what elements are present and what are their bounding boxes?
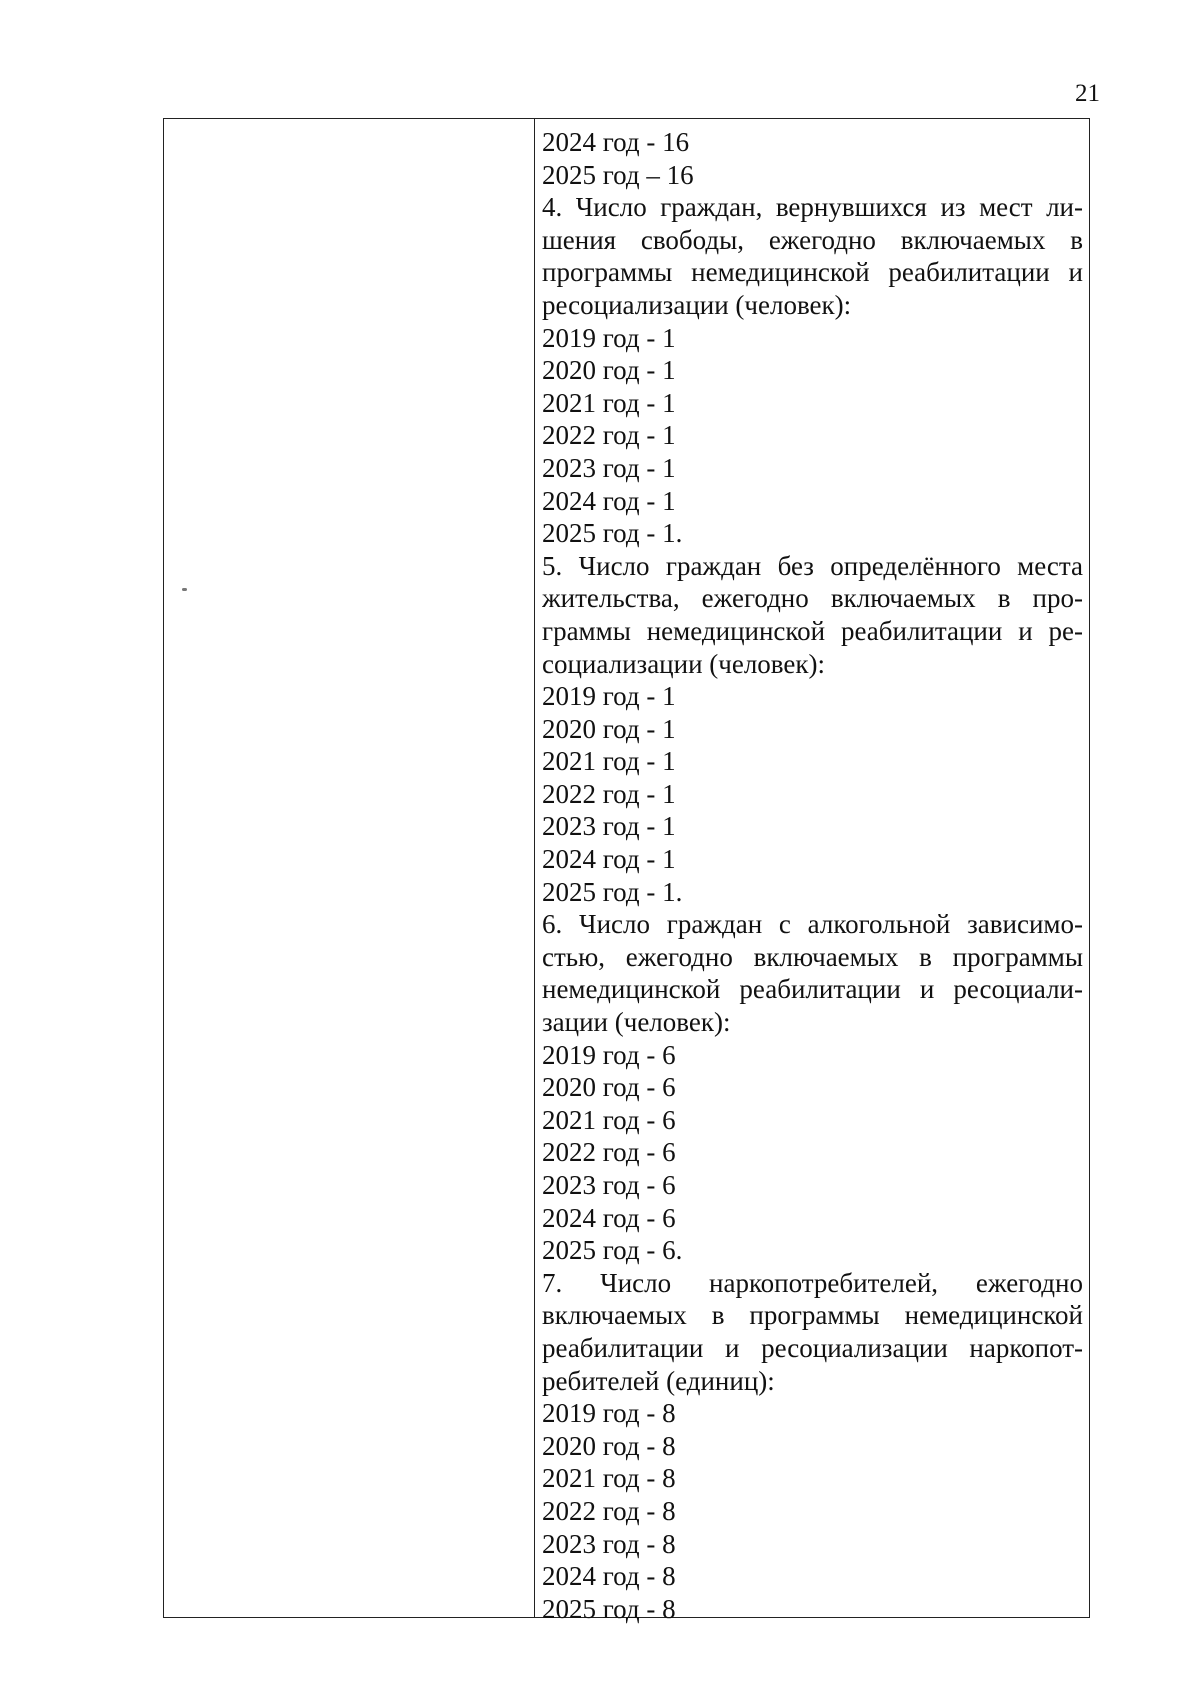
text-line: немедицинской реабилитации и ресоциали-: [542, 974, 1083, 1005]
text-line: 2025 год - 6.: [542, 1235, 683, 1266]
text-line: 2024 год - 16: [542, 127, 690, 157]
text-line: 5. Число граждан без определённого места: [542, 550, 1083, 581]
text-line: 2025 год – 16: [542, 159, 694, 190]
text-line: 2021 год - 1: [542, 387, 676, 418]
text-line: 2022 год - 8: [542, 1495, 676, 1526]
page-number: 21: [1075, 80, 1100, 107]
text-line: 2023 год - 1: [542, 452, 676, 483]
table-right-cell: [542, 126, 1083, 1625]
text-line: 2020 год - 1: [542, 355, 676, 386]
text-line: зации (человек):: [542, 1007, 731, 1038]
text-line: граммы немедицинской реабилитации и ре-: [542, 615, 1083, 646]
text-line: 2021 год - 1: [542, 746, 676, 777]
text-line: 2021 год - 8: [542, 1463, 676, 1494]
indicators-table: [163, 118, 1090, 1624]
text-line: 2022 год - 6: [542, 1137, 676, 1168]
text-line: социализации (человек):: [542, 648, 825, 679]
text-line: 2020 год - 6: [542, 1072, 676, 1103]
text-line: реабилитации и ресоциализации наркопот-: [542, 1332, 1083, 1363]
text-line: 4. Число граждан, вернувшихся из мест ли-: [542, 192, 1083, 223]
text-line: 2024 год - 1: [542, 844, 676, 875]
text-line: программы немедицинской реабилитации и: [542, 257, 1083, 288]
text-line: 7. Число наркопотребителей, ежегодно: [542, 1267, 1083, 1298]
text-line: 2019 год - 6: [542, 1039, 676, 1070]
text-line: 2022 год - 1: [542, 420, 676, 451]
text-line: 2019 год - 1: [542, 322, 676, 353]
text-line: 2019 год - 1: [542, 681, 676, 712]
text-line: жительства, ежегодно включаемых в про-: [542, 583, 1083, 614]
text-line: ребителей (единиц):: [542, 1365, 775, 1396]
text-line: 2024 год - 6: [542, 1202, 676, 1233]
text-line: 2023 год - 8: [542, 1528, 676, 1559]
text-line: 2023 год - 1: [542, 811, 676, 842]
text-line: 2024 год - 8: [542, 1561, 676, 1592]
text-line: 2020 год - 8: [542, 1430, 676, 1461]
text-line: 2020 год - 1: [542, 713, 676, 744]
text-line: 2023 год - 6: [542, 1170, 676, 1200]
scan-speck: [182, 588, 187, 591]
text-line: 6. Число граждан с алкогольной зависимо-: [542, 909, 1083, 940]
text-line: 2022 год - 1: [542, 778, 676, 809]
text-line: 2019 год - 8: [542, 1398, 676, 1429]
text-line: ресоциализации (человек):: [542, 289, 852, 320]
text-line: включаемых в программы немедицинской: [542, 1300, 1083, 1331]
column-divider: [534, 119, 535, 1617]
text-line: 2024 год - 1: [542, 485, 676, 516]
text-line: 2025 год - 1.: [542, 518, 683, 549]
text-line: 2021 год - 6: [542, 1104, 676, 1135]
text-line: стью, ежегодно включаемых в программы: [542, 941, 1083, 972]
text-line: шения свободы, ежегодно включаемых в: [542, 224, 1083, 255]
text-line: 2025 год - 8: [542, 1593, 676, 1624]
text-line: 2025 год - 1.: [542, 876, 683, 907]
